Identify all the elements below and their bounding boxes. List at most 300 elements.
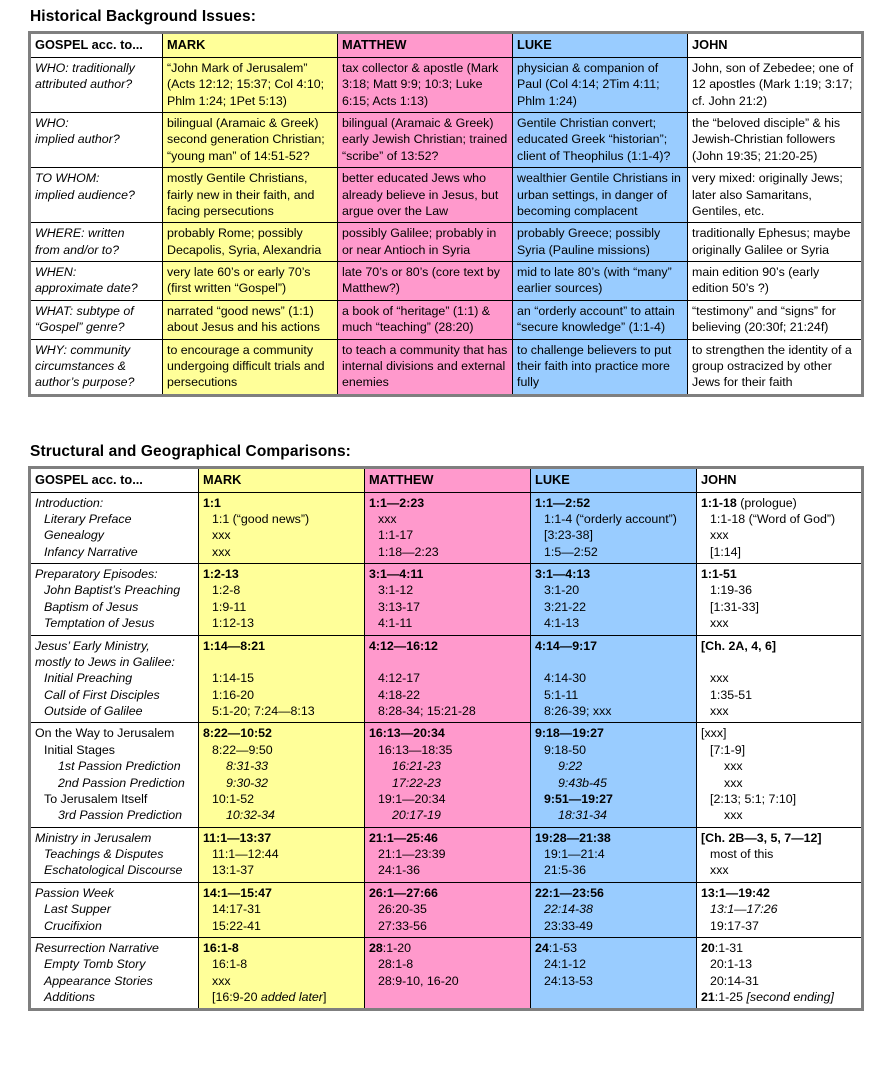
- text-segment: 4:1-13: [544, 616, 580, 631]
- text-segment: TO WHOM:: [35, 171, 100, 186]
- text-segment: To Jerusalem Itself: [44, 791, 148, 806]
- cell-mark: narrated “good news” (1:1) about Jesus and his actions: [163, 300, 338, 339]
- cell-line: [701, 940, 857, 956]
- text-segment: [16:9-20: [212, 990, 261, 1005]
- cell-matthew: to teach a community that has internal divisions and external enemies: [338, 339, 513, 395]
- text-segment: “Gospel” genre?: [35, 320, 125, 335]
- cell-line: [35, 687, 194, 703]
- text-segment: 16:21-23: [392, 759, 441, 774]
- cell-line: [35, 131, 158, 147]
- cell-line: [35, 599, 194, 615]
- cell-line: [535, 973, 692, 989]
- text-segment: John Baptist’s Preaching: [44, 583, 181, 598]
- cell-john: very mixed: originally Jews; later also Samaritans, Gentiles, etc.: [688, 168, 863, 223]
- text-segment: xxx: [378, 511, 397, 526]
- text-segment: 1:12-13: [212, 616, 255, 631]
- cell-luke: [531, 635, 697, 723]
- text-segment: 22:1—23:56: [535, 885, 604, 900]
- text-segment: [Ch. 2A, 4, 6]: [701, 638, 777, 653]
- cell-john: traditionally Ephesus; maybe originally Galilee or Syria: [688, 223, 863, 262]
- text-segment: author’s purpose?: [35, 375, 135, 390]
- cell-line: [369, 901, 526, 917]
- cell-line: [35, 374, 158, 390]
- text-segment: xxx: [710, 704, 729, 719]
- cell-line: [535, 687, 692, 703]
- cell-matthew: possibly Galilee; probably in or near Antioch in Syria: [338, 223, 513, 262]
- text-segment: [7:1-9]: [710, 742, 746, 757]
- text-segment: 1:1—2:23: [369, 495, 425, 510]
- text-segment: 24:1-36: [378, 863, 421, 878]
- cell-luke: [531, 723, 697, 827]
- cell-line: [701, 527, 857, 543]
- text-segment: 3:1-12: [378, 583, 414, 598]
- cell-line: [701, 775, 857, 791]
- cell-line: [535, 566, 692, 582]
- text-segment: xxx: [710, 616, 729, 631]
- cell-line: [203, 544, 360, 560]
- structural-comparisons-table: [28, 466, 864, 1012]
- text-segment: WHO:: [35, 116, 69, 131]
- text-segment: 20: [701, 940, 715, 955]
- cell-mark: very late 60’s or early 70’s (first written “Gospel”): [163, 262, 338, 301]
- text-segment: xxx: [710, 863, 729, 878]
- historical-background-table: [28, 31, 864, 397]
- cell-line: [369, 654, 526, 670]
- text-segment: Eschatological Discourse: [44, 863, 183, 878]
- text-segment: [1:31-33]: [710, 599, 759, 614]
- header-row: [30, 467, 863, 492]
- cell-line: [535, 654, 692, 670]
- table-row: [30, 262, 863, 301]
- text-segment: [3:23-38]: [544, 528, 593, 543]
- text-segment: 1:2-13: [203, 567, 239, 582]
- cell-line: [35, 670, 194, 686]
- text-segment: from and/or to?: [35, 242, 120, 257]
- text-segment: Passion Week: [35, 885, 114, 900]
- cell-line: [369, 846, 526, 862]
- table-row: [30, 937, 863, 1010]
- column-header-john: JOHN: [688, 33, 863, 58]
- cell-line: [701, 973, 857, 989]
- cell-line: [35, 187, 158, 203]
- cell-line: [701, 599, 857, 615]
- cell-line: [35, 940, 194, 956]
- cell-line: [203, 703, 360, 719]
- text-segment: 1st Passion Prediction: [58, 759, 181, 774]
- cell-mark: to encourage a community undergoing difficult trials and persecutions: [163, 339, 338, 395]
- cell-line: [535, 862, 692, 878]
- cell-line: [701, 495, 857, 511]
- text-segment: 1:1—2:52: [535, 495, 591, 510]
- cell-mark: “John Mark of Jerusalem” (Acts 12:12; 15:37; Col 4:10; Phlm 1:24; 1Pet 5:13): [163, 57, 338, 112]
- cell-line: [701, 654, 857, 670]
- text-segment: 1:16-20: [212, 687, 255, 702]
- text-segment: xxx: [710, 528, 729, 543]
- cell-line: [535, 901, 692, 917]
- text-segment: [2:13; 5:1; 7:10]: [710, 791, 797, 806]
- text-segment: 13:1—19:42: [701, 885, 770, 900]
- text-segment: 16:13—18:35: [378, 742, 453, 757]
- row-label-cell: [30, 57, 163, 112]
- column-header-matthew: MATTHEW: [338, 33, 513, 58]
- cell-line: [535, 527, 692, 543]
- cell-line: [203, 670, 360, 686]
- cell-john: [697, 882, 863, 937]
- cell-line: [701, 989, 857, 1005]
- text-segment: xxx: [724, 759, 743, 774]
- cell-line: [203, 901, 360, 917]
- cell-line: [535, 791, 692, 807]
- cell-line: [35, 791, 194, 807]
- table-row: [30, 635, 863, 723]
- column-header-mark: MARK: [163, 33, 338, 58]
- text-segment: 5:1-20; 7:24—8:13: [212, 704, 315, 719]
- text-segment: 8:22—9:50: [212, 742, 273, 757]
- cell-matthew: tax collector & apostle (Mark 3:18; Matt 9:9; 10:3; Luke 6:15; Acts 1:13): [338, 57, 513, 112]
- cell-line: [35, 170, 158, 186]
- cell-line: [369, 495, 526, 511]
- cell-mark: [199, 723, 365, 827]
- text-segment: 3rd Passion Prediction: [58, 808, 182, 823]
- cell-line: [203, 973, 360, 989]
- cell-line: [35, 495, 194, 511]
- text-segment: implied audience?: [35, 187, 135, 202]
- text-segment: WHO: traditionally: [35, 60, 135, 75]
- cell-line: [35, 242, 158, 258]
- cell-line: [35, 918, 194, 934]
- cell-line: [203, 582, 360, 598]
- cell-line: [535, 703, 692, 719]
- text-segment: implied author?: [35, 132, 120, 147]
- cell-line: [203, 885, 360, 901]
- text-segment: Initial Stages: [44, 742, 115, 757]
- cell-line: [535, 885, 692, 901]
- text-segment: 3:21-22: [544, 599, 587, 614]
- text-segment: 19:28—21:38: [535, 830, 611, 845]
- text-segment: 19:17-37: [710, 918, 759, 933]
- cell-line: [535, 495, 692, 511]
- text-segment: Genealogy: [44, 528, 104, 543]
- text-segment: 16:1-8: [203, 940, 239, 955]
- cell-matthew: better educated Jews who already believe in Jesus, but argue over the Law: [338, 168, 513, 223]
- cell-line: [369, 582, 526, 598]
- text-segment: 3:13-17: [378, 599, 421, 614]
- cell-john: John, son of Zebedee; one of 12 apostles (Mark 1:19; 3:17; cf. John 21:2): [688, 57, 863, 112]
- text-segment: 9:51—19:27: [544, 791, 613, 806]
- cell-line: [535, 775, 692, 791]
- cell-line: [203, 654, 360, 670]
- cell-line: [701, 846, 857, 862]
- cell-line: [369, 544, 526, 560]
- cell-mark: [199, 564, 365, 636]
- text-segment: 4:12—16:12: [369, 638, 438, 653]
- cell-line: [369, 670, 526, 686]
- text-segment: Outside of Galilee: [44, 704, 143, 719]
- text-segment: most of this: [710, 847, 774, 862]
- cell-line: [203, 638, 360, 654]
- text-segment: 10:1-52: [212, 791, 255, 806]
- cell-line: [35, 638, 194, 654]
- cell-line: [535, 940, 692, 956]
- text-segment: On the Way to Jerusalem: [35, 726, 175, 741]
- text-segment: 4:18-22: [378, 687, 421, 702]
- text-segment: 26:1—27:66: [369, 885, 438, 900]
- text-segment: 1:1: [203, 495, 221, 510]
- cell-line: [35, 654, 194, 670]
- text-segment: :1-31: [714, 940, 744, 955]
- cell-line: [369, 862, 526, 878]
- cell-line: [535, 582, 692, 598]
- cell-line: [203, 775, 360, 791]
- cell-line: [35, 703, 194, 719]
- table-row: [30, 57, 863, 112]
- text-segment: 1:35-51: [710, 687, 753, 702]
- row-label-cell: [30, 168, 163, 223]
- cell-line: [369, 566, 526, 582]
- cell-john: “testimony” and “signs” for believing (20:30f; 21:24f): [688, 300, 863, 339]
- text-segment: 9:30-32: [226, 775, 269, 790]
- cell-line: [535, 599, 692, 615]
- text-segment: WHAT: subtype of: [35, 303, 134, 318]
- text-segment: 5:1-11: [544, 687, 579, 702]
- text-segment: Preparatory Episodes:: [35, 567, 158, 582]
- cell-line: [701, 830, 857, 846]
- text-segment: [Ch. 2B—3, 5, 7—12]: [701, 830, 822, 845]
- cell-mark: [199, 937, 365, 1010]
- cell-luke: [531, 937, 697, 1010]
- text-segment: 26:20-35: [378, 902, 427, 917]
- text-segment: Teachings & Disputes: [44, 847, 164, 862]
- cell-line: [203, 791, 360, 807]
- cell-line: [535, 846, 692, 862]
- text-segment: 14:1—15:47: [203, 885, 272, 900]
- cell-line: [35, 885, 194, 901]
- cell-line: [203, 742, 360, 758]
- text-segment: 13:1—17:26: [710, 902, 778, 917]
- column-header-luke: LUKE: [531, 467, 697, 492]
- text-segment: Jesus’ Early Ministry,: [35, 638, 150, 653]
- cell-mark: [199, 492, 365, 564]
- cell-line: [535, 725, 692, 741]
- text-segment: 20:14-31: [710, 973, 759, 988]
- text-segment: WHY: community: [35, 342, 131, 357]
- column-header-matthew: MATTHEW: [365, 467, 531, 492]
- cell-matthew: [365, 882, 531, 937]
- text-segment: 1:1-4 (“orderly account”): [544, 511, 677, 526]
- text-segment: Baptism of Jesus: [44, 599, 139, 614]
- text-segment: 9:43b-45: [558, 775, 607, 790]
- cell-matthew: [365, 937, 531, 1010]
- row-label-cell: [30, 723, 199, 827]
- cell-line: [535, 758, 692, 774]
- column-header-gospel: GOSPEL acc. to...: [30, 467, 199, 492]
- cell-line: [369, 918, 526, 934]
- cell-line: [203, 940, 360, 956]
- cell-line: [701, 742, 857, 758]
- cell-luke: [531, 564, 697, 636]
- text-segment: 11:1—13:37: [203, 830, 272, 845]
- column-header-john: JOHN: [697, 467, 863, 492]
- text-segment: [xxx]: [701, 726, 727, 741]
- text-segment: 28: [369, 940, 383, 955]
- cell-line: [535, 807, 692, 823]
- cell-line: [535, 511, 692, 527]
- cell-line: [369, 791, 526, 807]
- historical-background-title: Historical Background Issues:: [30, 8, 256, 25]
- cell-line: [535, 670, 692, 686]
- table-row: [30, 827, 863, 882]
- text-segment: 1:14-15: [212, 671, 255, 686]
- text-segment: mostly to Jews in Galilee:: [35, 654, 175, 669]
- cell-line: [35, 566, 194, 582]
- cell-line: [535, 918, 692, 934]
- cell-matthew: a book of “heritage” (1:1) & much “teaching” (28:20): [338, 300, 513, 339]
- cell-line: [701, 901, 857, 917]
- text-segment: 4:14-30: [544, 671, 587, 686]
- cell-line: [369, 511, 526, 527]
- cell-john: [697, 827, 863, 882]
- row-label-cell: [30, 882, 199, 937]
- cell-luke: wealthier Gentile Christians in urban settings, in danger of becoming complacent: [513, 168, 688, 223]
- cell-line: [535, 742, 692, 758]
- cell-john: to strengthen the identity of a group ostracized by other Jews for their faith: [688, 339, 863, 395]
- cell-line: [35, 511, 194, 527]
- text-segment: xxx: [724, 808, 743, 823]
- cell-line: [35, 758, 194, 774]
- cell-line: [35, 742, 194, 758]
- cell-luke: to challenge believers to put their faith into practice more fully: [513, 339, 688, 395]
- text-segment: 20:17-19: [392, 808, 441, 823]
- text-segment: added later: [260, 990, 323, 1005]
- cell-line: [701, 885, 857, 901]
- text-segment: 8:31-33: [226, 759, 269, 774]
- text-segment: Resurrection Narrative: [35, 940, 159, 955]
- text-segment: 21:5-36: [544, 863, 587, 878]
- cell-line: [35, 725, 194, 741]
- cell-mark: probably Rome; possibly Decapolis, Syria, Alexandria: [163, 223, 338, 262]
- text-segment: 8:28-34; 15:21-28: [378, 704, 476, 719]
- table-row: [30, 882, 863, 937]
- text-segment: 8:22—10:52: [203, 726, 272, 741]
- column-header-luke: LUKE: [513, 33, 688, 58]
- cell-luke: an “orderly account” to attain “secure knowledge” (1:1-4): [513, 300, 688, 339]
- cell-line: [203, 495, 360, 511]
- text-segment: Introduction:: [35, 495, 104, 510]
- cell-john: main edition 90’s (early edition 50’s ?): [688, 262, 863, 301]
- cell-line: [701, 582, 857, 598]
- table-row: [30, 564, 863, 636]
- table-row: [30, 492, 863, 564]
- text-segment: WHERE: written: [35, 226, 125, 241]
- text-segment: 1:1-17: [378, 528, 414, 543]
- text-segment: 9:18—19:27: [535, 726, 604, 741]
- cell-line: [35, 225, 158, 241]
- cell-line: [35, 830, 194, 846]
- column-header-gospel: GOSPEL acc. to...: [30, 33, 163, 58]
- cell-line: [35, 615, 194, 631]
- text-segment: 4:1-11: [378, 616, 413, 631]
- text-segment: approximate date?: [35, 281, 138, 296]
- cell-line: [369, 973, 526, 989]
- row-label-cell: [30, 223, 163, 262]
- cell-luke: [531, 492, 697, 564]
- row-label-cell: [30, 564, 199, 636]
- text-segment: 28:9-10, 16-20: [378, 973, 459, 988]
- cell-line: [369, 742, 526, 758]
- text-segment: :1-25: [714, 990, 747, 1005]
- cell-line: [369, 703, 526, 719]
- text-segment: 1:18—2:23: [378, 544, 439, 559]
- row-label-cell: [30, 339, 163, 395]
- cell-line: [701, 566, 857, 582]
- text-segment: 4:14—9:17: [535, 638, 597, 653]
- cell-line: [35, 303, 158, 319]
- cell-line: [535, 638, 692, 654]
- cell-line: [701, 758, 857, 774]
- text-segment: Additions: [44, 990, 95, 1005]
- cell-line: [701, 615, 857, 631]
- cell-luke: mid to late 80’s (with “many” earlier sources): [513, 262, 688, 301]
- text-segment: 20:1-13: [710, 957, 753, 972]
- cell-line: [701, 703, 857, 719]
- text-segment: 1:1-51: [701, 567, 737, 582]
- text-segment: [second ending]: [746, 990, 834, 1005]
- table-row: [30, 339, 863, 395]
- cell-matthew: [365, 635, 531, 723]
- cell-line: [369, 687, 526, 703]
- text-segment: Ministry in Jerusalem: [35, 830, 152, 845]
- cell-line: [535, 956, 692, 972]
- text-segment: 3:1—4:11: [369, 567, 424, 582]
- cell-line: [35, 76, 158, 92]
- table-row: [30, 168, 863, 223]
- cell-line: [35, 989, 194, 1005]
- text-segment: 1:19-36: [710, 583, 753, 598]
- cell-line: [369, 807, 526, 823]
- text-segment: 16:13—20:34: [369, 726, 445, 741]
- text-segment: 13:1-37: [212, 863, 255, 878]
- cell-line: [203, 862, 360, 878]
- cell-line: [369, 615, 526, 631]
- text-segment: 2nd Passion Prediction: [58, 775, 185, 790]
- cell-matthew: [365, 827, 531, 882]
- row-label-cell: [30, 635, 199, 723]
- cell-line: [35, 901, 194, 917]
- text-segment: 23:33-49: [544, 918, 593, 933]
- text-segment: 14:17-31: [212, 902, 261, 917]
- row-label-cell: [30, 937, 199, 1010]
- cell-line: [203, 830, 360, 846]
- text-segment: xxx: [212, 973, 231, 988]
- row-label-cell: [30, 300, 163, 339]
- cell-line: [35, 973, 194, 989]
- text-segment: 9:18-50: [544, 742, 587, 757]
- cell-line: [35, 544, 194, 560]
- text-segment: 15:22-41: [212, 918, 261, 933]
- cell-line: [701, 918, 857, 934]
- cell-line: [203, 687, 360, 703]
- text-segment: 28:1-8: [378, 957, 414, 972]
- text-segment: Last Supper: [44, 902, 111, 917]
- text-segment: 3:1—4:13: [535, 567, 591, 582]
- text-segment: 1:14—8:21: [203, 638, 265, 653]
- text-segment: xxx: [724, 775, 743, 790]
- cell-matthew: bilingual (Aramaic & Greek) early Jewish Christian; trained “scribe” of 13:52?: [338, 113, 513, 168]
- text-segment: 11:1—12:44: [212, 847, 279, 862]
- cell-line: [203, 918, 360, 934]
- cell-line: [535, 544, 692, 560]
- cell-matthew: [365, 723, 531, 827]
